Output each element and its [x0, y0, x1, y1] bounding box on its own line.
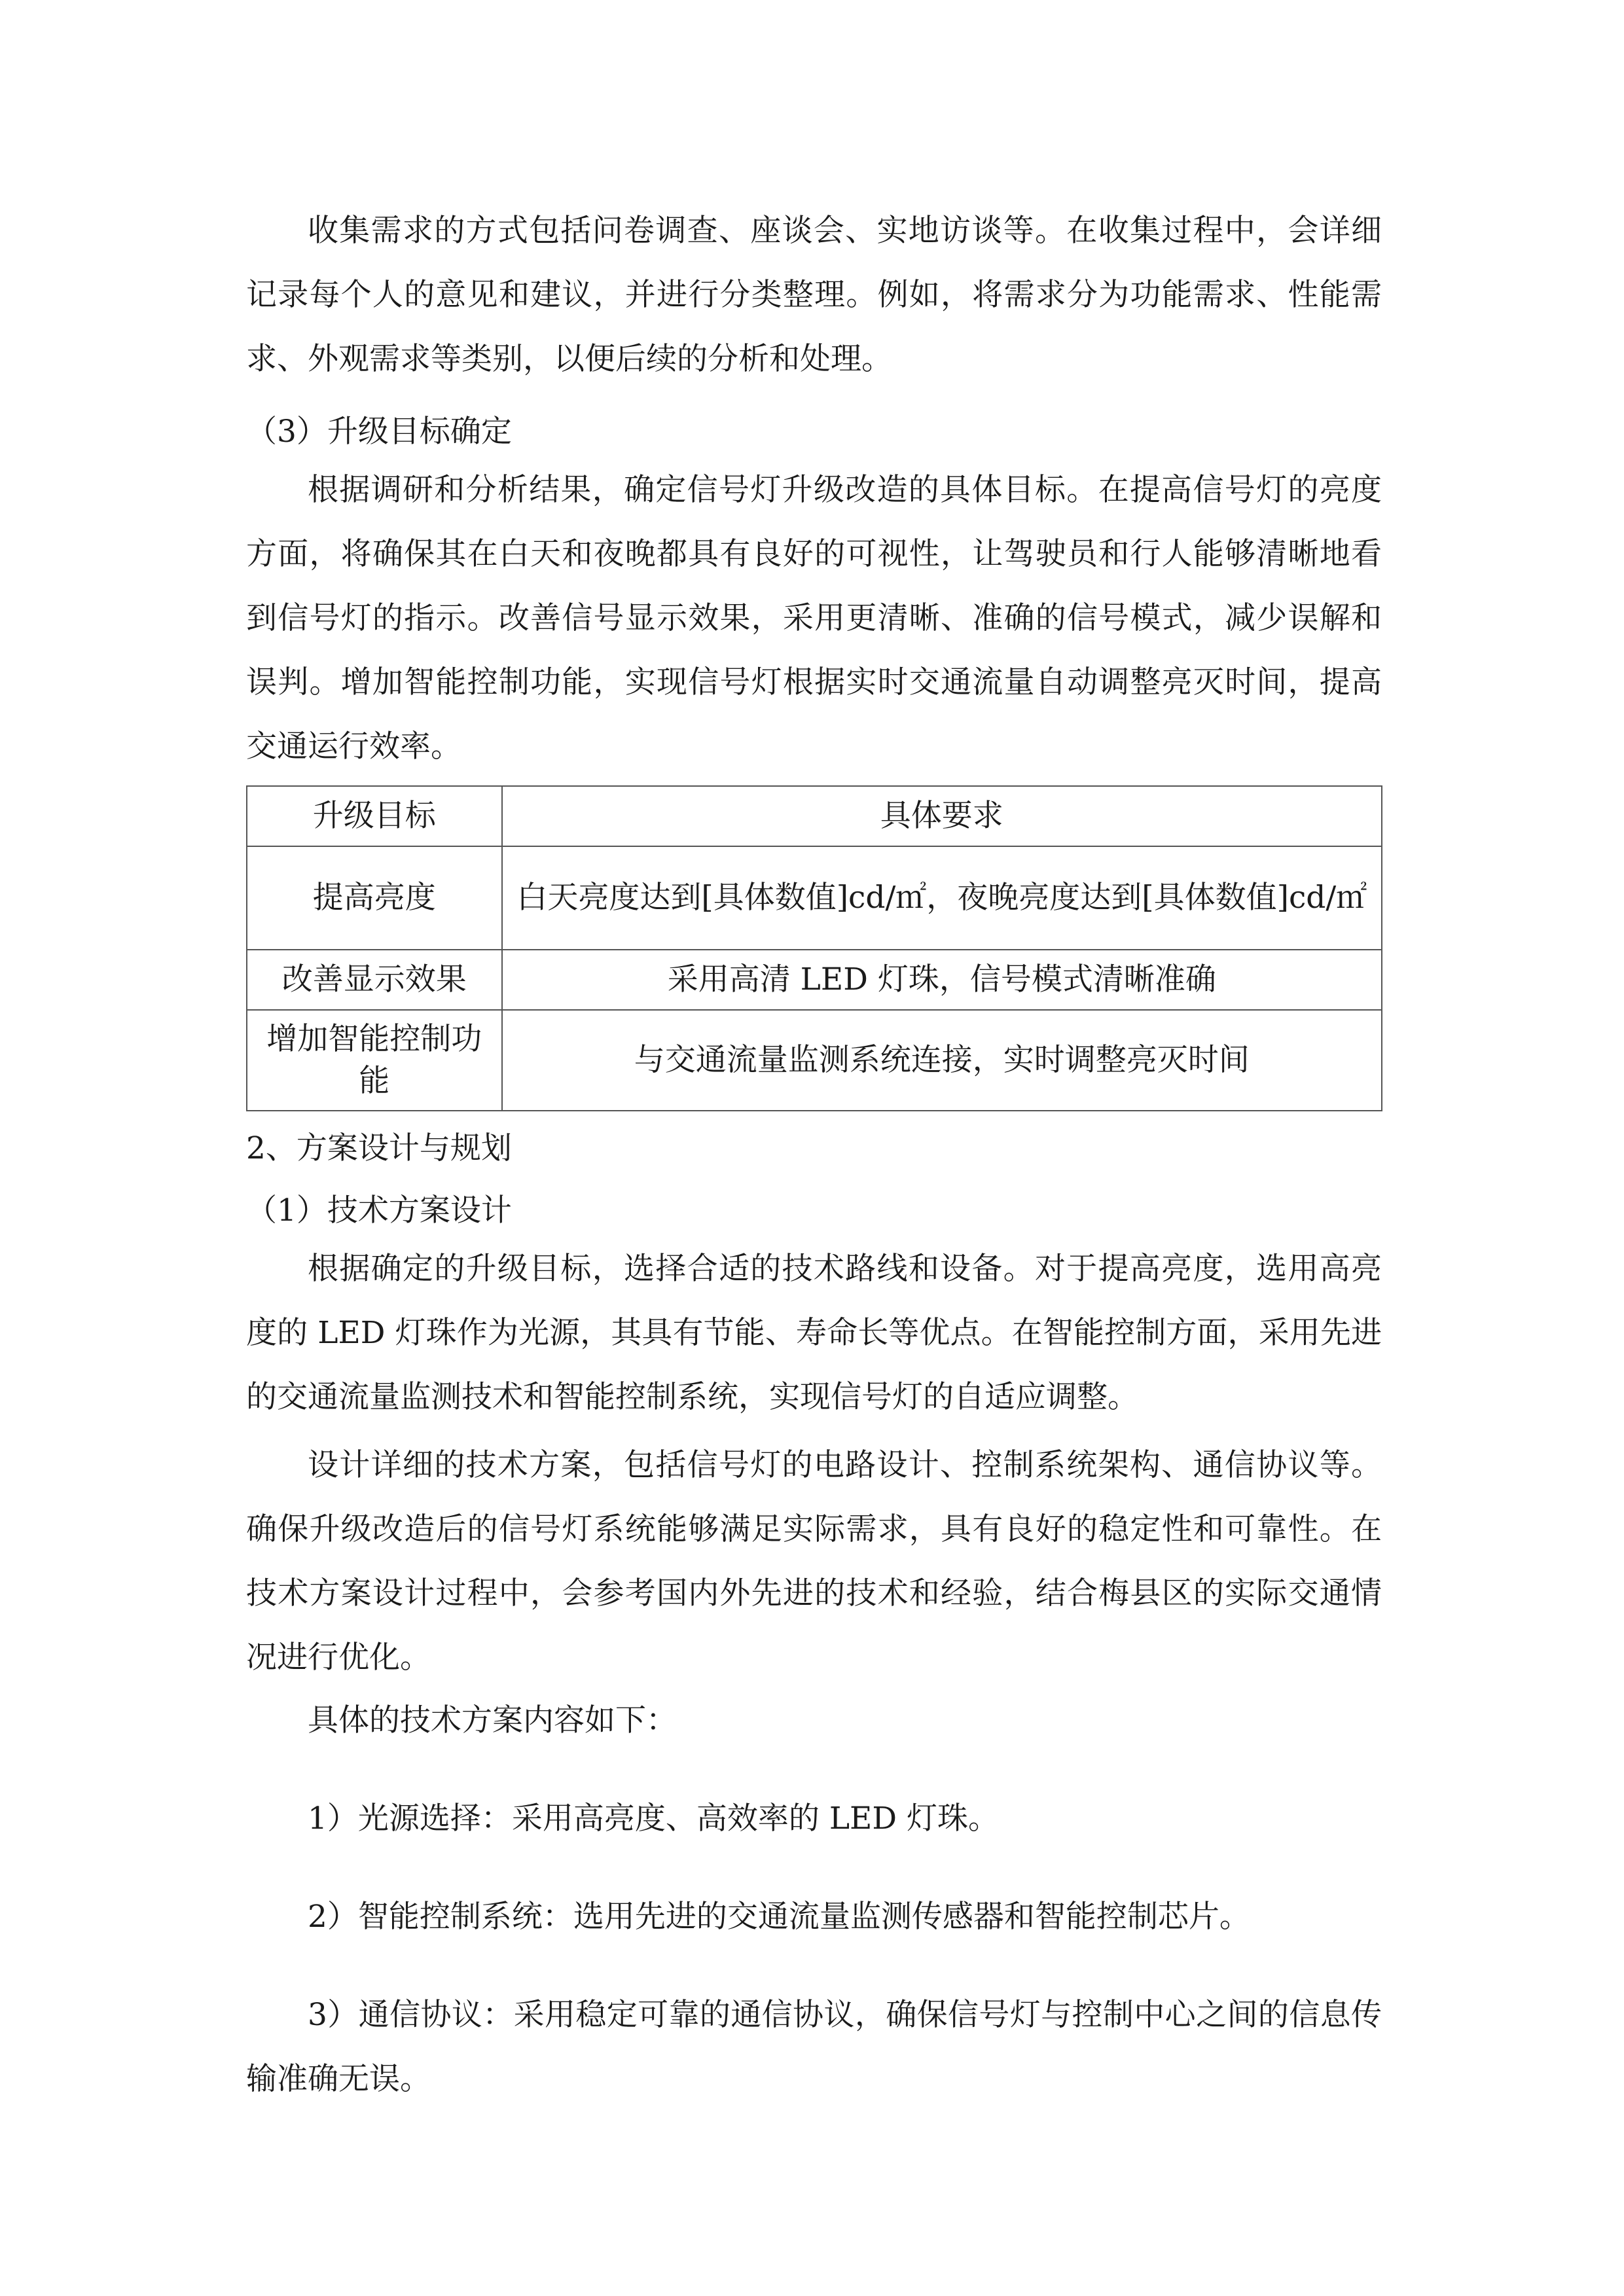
- paragraph-technical-detail: 设计详细的技术方案，包括信号灯的电路设计、控制系统架构、通信协议等。确保升级改造后的信号灯系统能够满足实际需求，具有良好的稳定性和可靠性。在技术方案设计过程中，会参考国内外先进的技术和经验，结合梅县区的实际交通情况进行优化。: [246, 1447, 1382, 1676]
- table-header-row: [247, 786, 1382, 846]
- paragraph-upgrade-goals: 根据调研和分析结果，确定信号灯升级改造的具体目标。在提高信号灯的亮度方面，将确保其在白天和夜晚都具有良好的可视性，让驾驶员和行人能够清晰地看到信号灯的指示。改善信号显示效果，采用更清晰、准确的信号模式，减少误解和误判。增加智能控制功能，实现信号灯根据实时交通流量自动调整亮灭时间，提高交通运行效率。: [246, 472, 1382, 764]
- paragraph-requirement-collection: 收集需求的方式包括问卷调查、座谈会、实地访谈等。在收集过程中，会详细记录每个人的意见和建议，并进行分类整理。例如，将需求分为功能需求、性能需求、外观需求等类别，以便后续的分析和处理。: [246, 213, 1382, 377]
- table-cell-goal: 提高亮度: [247, 846, 502, 950]
- table-header-requirement: 具体要求: [502, 786, 1382, 846]
- table-row: [247, 846, 1382, 950]
- table-cell-goal: 增加智能控制功能: [247, 1010, 502, 1111]
- table-row: [247, 950, 1382, 1010]
- table-cell-requirement: 采用高清 LED 灯珠，信号模式清晰准确: [502, 950, 1382, 1010]
- paragraph-technical-route: 根据确定的升级目标，选择合适的技术路线和设备。对于提高亮度，选用高亮度的 LED 灯珠作为光源，其具有节能、寿命长等优点。在智能控制方面，采用先进的交通流量监测技术和智能控制系统，实现信号灯的自适应调整。: [246, 1251, 1382, 1415]
- table-header-goal: 升级目标: [247, 786, 502, 846]
- upgrade-goals-table: [246, 785, 1382, 1111]
- heading-technical-plan: （1）技术方案设计: [246, 1193, 512, 1229]
- table-cell-requirement: 与交通流量监测系统连接，实时调整亮灭时间: [502, 1010, 1382, 1111]
- table-cell-requirement: 白天亮度达到[具体数值]cd/㎡，夜晚亮度达到[具体数值]cd/㎡: [502, 846, 1382, 950]
- table-cell-goal: 改善显示效果: [247, 950, 502, 1010]
- paragraph-plan-intro: 具体的技术方案内容如下：: [308, 1702, 677, 1738]
- table-row: [247, 1010, 1382, 1111]
- heading-upgrade-goals: （3）升级目标确定: [246, 414, 512, 450]
- heading-plan-design: 2、方案设计与规划: [246, 1130, 512, 1166]
- list-item-light-source: 1）光源选择：采用高亮度、高效率的 LED 灯珠。: [308, 1801, 999, 1837]
- list-item-control-system: 2）智能控制系统：选用先进的交通流量监测传感器和智能控制芯片。: [308, 1899, 1250, 1935]
- list-item-communication: 3）通信协议：采用稳定可靠的通信协议，确保信号灯与控制中心之间的信息传输准确无误。: [246, 1997, 1382, 2097]
